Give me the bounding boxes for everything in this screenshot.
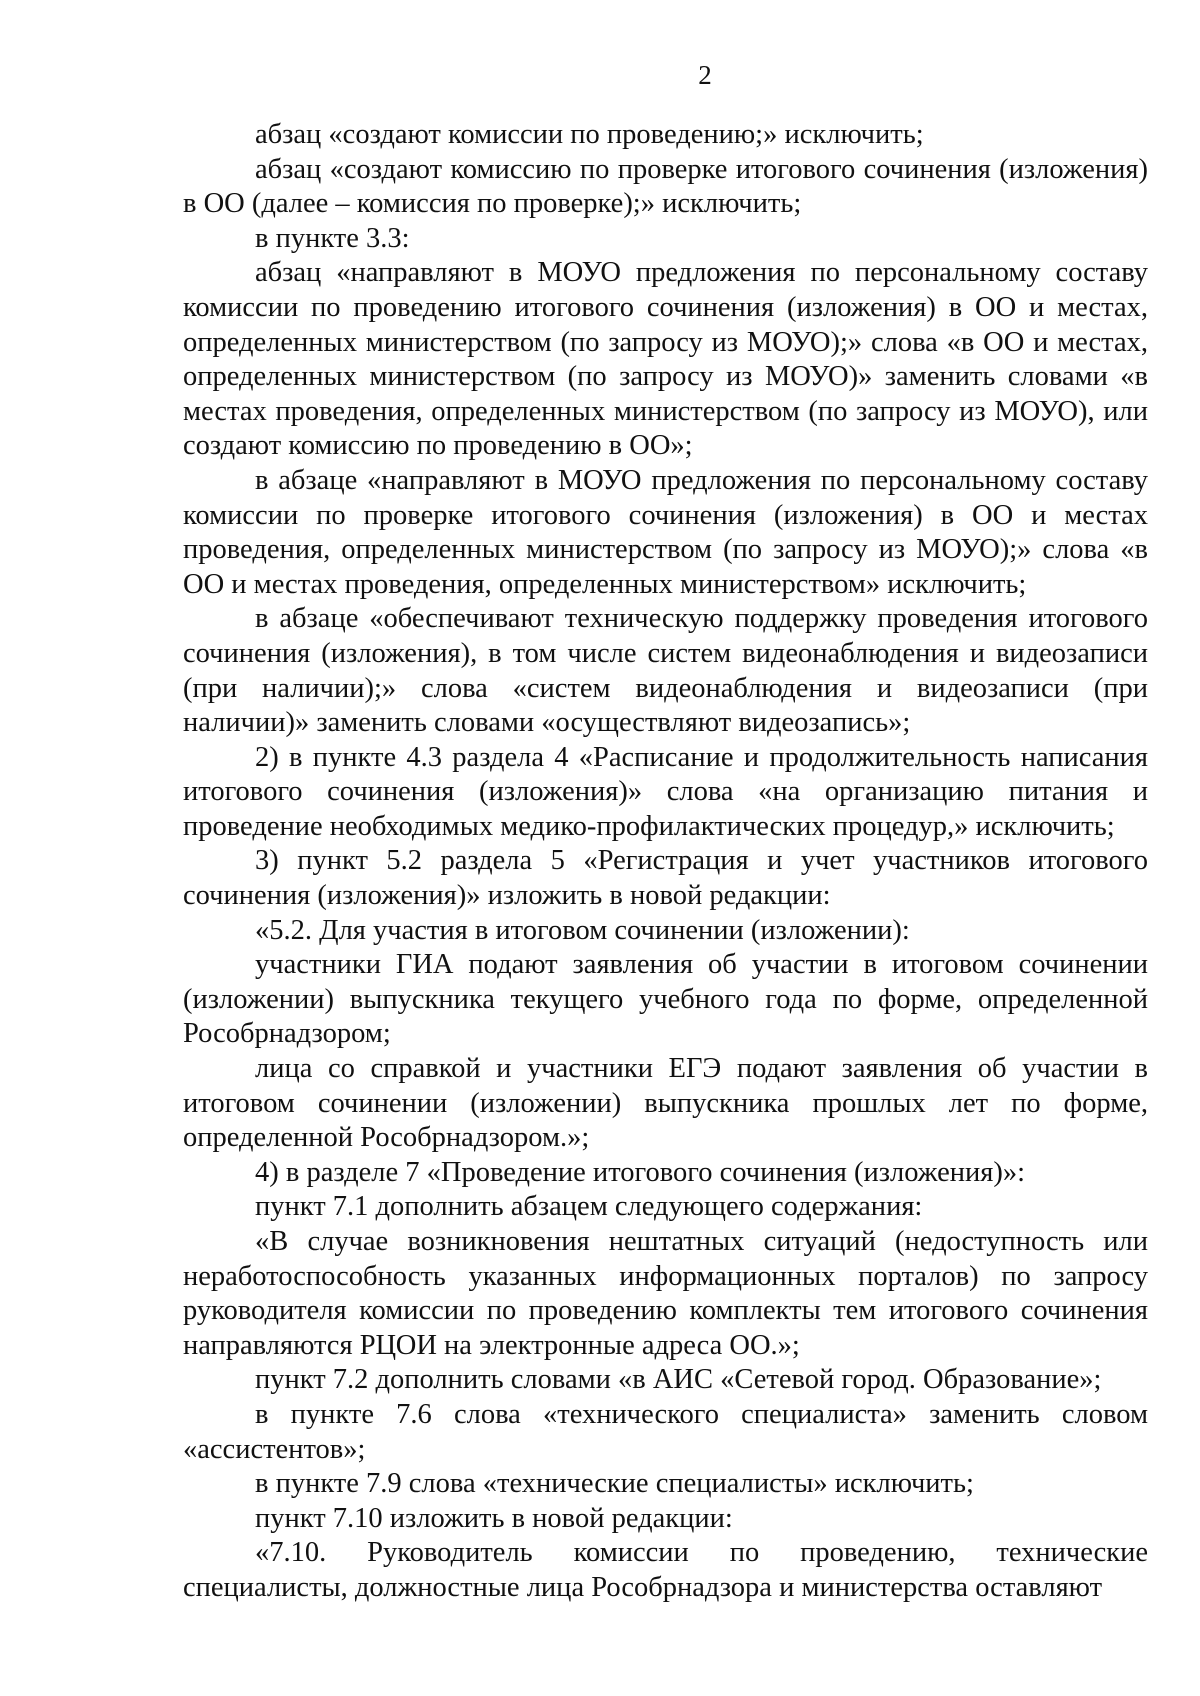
paragraph: «7.10. Руководитель комиссии по проведению, технические специалисты, должностные лица Рособрнадзора и министерства оставляют [183,1537,1148,1603]
page-number: 2 [698,60,712,90]
paragraph: в пункте 7.9 слова «технические специалисты» исключить; [255,1468,974,1500]
paragraph: абзац «направляют в МОУО предложения по персональному составу комиссии по проведению итогового сочинения (изложения) в ОО и местах, определенных министерством (по запросу из МОУО);» слова «в ОО и местах, определенных министерством (по запросу из МОУО)» заменить словами «в местах проведения, определенных министерством (по запросу из МОУО), или создают комиссию по проведению в ОО»; [183,257,1148,462]
paragraph: 2) в пункте 4.3 раздела 4 «Расписание и продолжительность написания итогового сочинения (изложения)» слова «на организацию питания и проведение необходимых медико-профилактических процедур,» исключить; [183,741,1148,842]
paragraph: в абзаце «обеспечивают техническую поддержку проведения итогового сочинения (изложения), в том числе систем видеонаблюдения и видеозаписи (при наличии);» слова «систем видеонаблюдения и видеозаписи (при наличии)» заменить словами «осуществляют видеозапись»; [183,603,1148,739]
paragraph: 4) в разделе 7 «Проведение итогового сочинения (изложения)»: [255,1156,1026,1188]
paragraph: пункт 7.1 дополнить абзацем следующего содержания: [255,1191,923,1223]
paragraph: пункт 7.2 дополнить словами «в АИС «Сетевой город. Образование»; [255,1364,1102,1396]
paragraph: абзац «создают комиссию по проверке итогового сочинения (изложения) в ОО (далее – комиссия по проверке);» исключить; [183,153,1148,220]
paragraph: участники ГИА подают заявления об участии в итоговом сочинении (изложении) выпускника текущего учебного года по форме, определенной Рособрнадзором; [183,949,1148,1050]
paragraph: абзац «создают комиссии по проведению;» исключить; [255,119,924,150]
paragraph: пункт 7.10 изложить в новой редакции: [255,1502,733,1534]
paragraph: лица со справкой и участники ЕГЭ подают заявления об участии в итоговом сочинении (изложении) выпускника прошлых лет по форме, определенной Рособрнадзором.»; [183,1053,1148,1154]
paragraph: в пункте 7.6 слова «технического специалиста» заменить словом «ассистентов»; [183,1398,1148,1465]
paragraph: в абзаце «направляют в МОУО предложения по персональному составу комиссии по проверке итогового сочинения (изложения) в ОО и местах проведения, определенных министерством (по запросу из МОУО);» слова «в ОО и местах проведения, определенных министерством» исключить; [183,464,1148,600]
paragraph: «5.2. Для участия в итоговом сочинении (изложении): [255,914,910,946]
paragraph: в пункте 3.3: [255,222,410,254]
paragraph: 3) пункт 5.2 раздела 5 «Регистрация и учет участников итогового сочинения (изложения)» изложить в новой редакции: [183,845,1148,912]
paragraph: «В случае возникновения нештатных ситуаций (недоступность или неработоспособность указанных информационных порталов) по запросу руководителя комиссии по проведению комплекты тем итогового сочинения направляются РЦОИ на электронные адреса ОО.»; [183,1226,1148,1361]
document-body [183,118,1148,1606]
